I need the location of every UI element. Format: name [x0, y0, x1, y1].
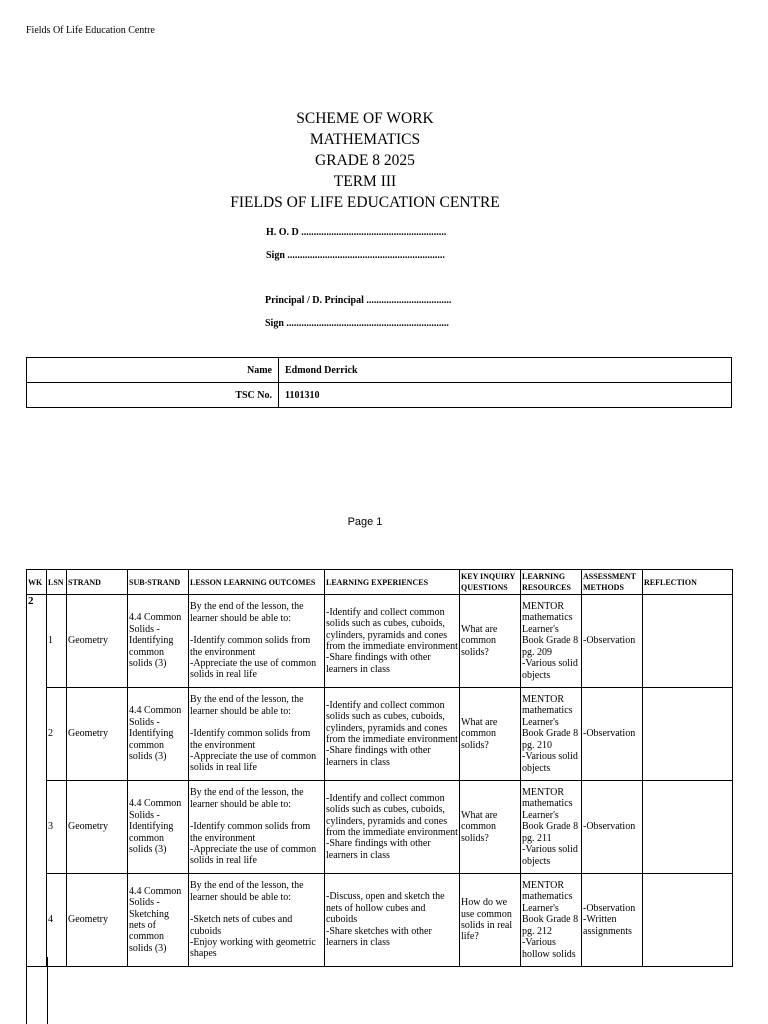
lesson-number: 2 [47, 688, 67, 781]
resource-item: MENTOR mathematics Learner's Book Grade 8 pg. 211 [522, 787, 579, 844]
outcomes-cell [189, 781, 325, 874]
table-row [27, 874, 733, 967]
resource-item: MENTOR mathematics Learner's Book Grade 8 pg. 212 [522, 880, 579, 937]
teacher-name-row [27, 358, 732, 383]
col-header-outcomes: LESSON LEARNING OUTCOMES [189, 570, 325, 595]
title-line: FIELDS OF LIFE EDUCATION CENTRE [230, 194, 500, 211]
col-header-wk: WK [27, 570, 47, 595]
outcome-item: -Sketch nets of cubes and cuboids [190, 914, 293, 937]
lesson-number: 4 [47, 874, 67, 967]
hod-sign-line: Sign ............................................................... [266, 250, 445, 261]
tsc-label: TSC No. [27, 383, 279, 408]
reflection-cell[interactable] [643, 874, 733, 967]
lesson-number: 1 [47, 595, 67, 688]
experiences-cell [325, 595, 460, 688]
outcome-item: -Appreciate the use of common solids in real life [190, 843, 317, 867]
hod-signature-line: H. O. D .......................................................... [266, 227, 447, 238]
col-header-resources: LEARNING RESOURCES [521, 570, 582, 595]
table-row [27, 688, 733, 781]
assessment-item: -Observation [583, 635, 636, 647]
assessment-item: -Observation [583, 728, 636, 740]
experience-item: -Share findings with other learners in class [326, 652, 431, 675]
principal-signature-line: Principal / D. Principal .................................. [265, 295, 452, 306]
resource-item: MENTOR mathematics Learner's Book Grade 8 pg. 210 [522, 694, 579, 751]
col-header-reflection: REFLECTION [643, 570, 733, 595]
outcomes-intro: By the end of the lesson, the learner should be able to: [190, 880, 304, 903]
resources-cell [521, 781, 582, 874]
experience-item: -Identify and collect common solids such as cubes, cuboids, cylinders, pyramids and cones from the immediate environment [326, 699, 458, 745]
week-column-continuation [26, 957, 48, 1024]
reflection-cell[interactable] [643, 595, 733, 688]
title-line: SCHEME OF WORK [296, 110, 434, 127]
assessment-item: -Observation [583, 902, 636, 914]
sub-strand-cell: 4.4 Common Solids - Identifying common solids (3) [128, 595, 189, 688]
tsc-value: 1101310 [279, 383, 732, 408]
col-header-experiences: LEARNING EXPERIENCES [325, 570, 460, 595]
outcome-item: -Identify common solids from the environment [190, 728, 311, 751]
experience-item: -Share sketches with other learners in class [326, 925, 432, 949]
assessment-cell [582, 781, 643, 874]
name-value: Edmond Derrick [279, 358, 732, 383]
assessment-item: -Written assignments [583, 914, 632, 937]
experiences-cell [325, 688, 460, 781]
experience-item: -Share findings with other learners in class [326, 745, 431, 768]
table-header-row [27, 570, 733, 595]
questions-cell: What are common solids? [460, 595, 521, 688]
questions-cell: What are common solids? [460, 781, 521, 874]
name-label: Name [27, 358, 279, 383]
teacher-info-table [26, 357, 732, 408]
assessment-cell [582, 688, 643, 781]
outcome-item: -Identify common solids from the environment [190, 635, 311, 658]
resources-cell [521, 595, 582, 688]
strand-cell: Geometry [67, 688, 128, 781]
title-block [0, 108, 730, 213]
strand-cell: Geometry [67, 874, 128, 967]
sub-strand-cell: 4.4 Common Solids - Sketching nets of common solids (3) [128, 874, 189, 967]
table-row [27, 781, 733, 874]
outcomes-intro: By the end of the lesson, the learner should be able to: [190, 694, 304, 717]
title-line: GRADE 8 2025 [315, 152, 415, 169]
outcomes-intro: By the end of the lesson, the learner should be able to: [190, 601, 304, 624]
lesson-number: 3 [47, 781, 67, 874]
experience-item: -Identify and collect common solids such as cubes, cuboids, cylinders, pyramids and cones from the immediate environment [326, 606, 458, 652]
outcomes-cell [189, 595, 325, 688]
resource-item: MENTOR mathematics Learner's Book Grade 8 pg. 209 [522, 601, 579, 658]
sub-strand-cell: 4.4 Common Solids - Identifying common solids (3) [128, 688, 189, 781]
experience-item: -Identify and collect common solids such as cubes, cuboids, cylinders, pyramids and cones from the immediate environment [326, 792, 458, 838]
assessment-cell [582, 595, 643, 688]
outcomes-cell [189, 688, 325, 781]
reflection-cell[interactable] [643, 688, 733, 781]
page-number: Page 1 [347, 516, 383, 528]
questions-cell: How do we use common solids in real life? [460, 874, 521, 967]
experiences-cell [325, 781, 460, 874]
resource-item: -Various solid objects [522, 751, 578, 774]
col-header-questions: KEY INQUIRY QUESTIONS [460, 570, 521, 595]
resource-item: -Various solid objects [522, 658, 578, 681]
experience-item: -Share findings with other learners in class [326, 838, 431, 861]
outcome-item: -Appreciate the use of common solids in real life [190, 657, 317, 681]
resources-cell [521, 688, 582, 781]
principal-sign-line: Sign ................................................................. [265, 318, 449, 329]
week-number: 2 [27, 595, 47, 967]
col-header-assessment: ASSESSMENT METHODS [582, 570, 643, 595]
outcomes-intro: By the end of the lesson, the learner should be able to: [190, 787, 304, 810]
outcomes-cell [189, 874, 325, 967]
title-line: MATHEMATICS [309, 131, 421, 148]
table-row [27, 595, 733, 688]
outcome-item: -Enjoy working with geometric shapes [190, 936, 316, 960]
outcome-item: -Appreciate the use of common solids in real life [190, 750, 317, 774]
questions-cell: What are common solids? [460, 688, 521, 781]
resource-item: -Various hollow solids [522, 937, 576, 960]
title-line: TERM III [333, 173, 397, 190]
assessment-cell [582, 874, 643, 967]
scheme-of-work-table [26, 569, 733, 967]
sub-strand-cell: 4.4 Common Solids - Identifying common solids (3) [128, 781, 189, 874]
outcome-item: -Identify common solids from the environment [190, 821, 311, 844]
assessment-item: -Observation [583, 821, 636, 833]
strand-cell: Geometry [67, 595, 128, 688]
experiences-cell [325, 874, 460, 967]
col-header-lsn: LSN [47, 570, 67, 595]
resources-cell [521, 874, 582, 967]
strand-cell: Geometry [67, 781, 128, 874]
col-header-sub-strand: SUB-STRAND [128, 570, 189, 595]
reflection-cell[interactable] [643, 781, 733, 874]
col-header-strand: STRAND [67, 570, 128, 595]
teacher-tsc-row [27, 383, 732, 408]
document-header: Fields Of Life Education Centre [26, 25, 155, 36]
experience-item: -Discuss, open and sketch the nets of hollow cubes and cuboids [326, 891, 445, 926]
resource-item: -Various solid objects [522, 844, 578, 867]
